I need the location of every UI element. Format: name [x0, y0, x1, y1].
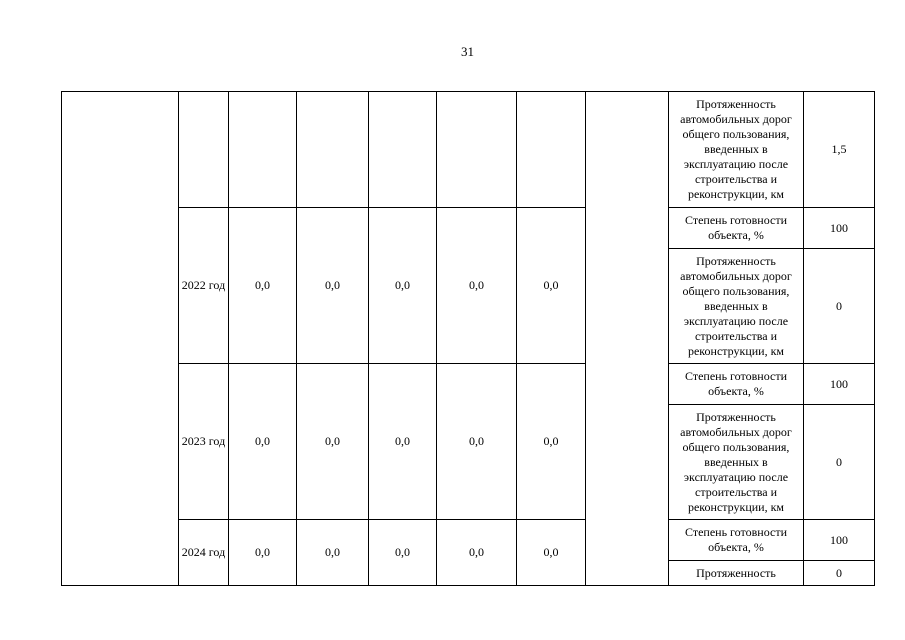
year-cell: 2023 год	[179, 364, 229, 520]
amount-cell: 0,0	[437, 520, 517, 586]
indicator-name: Протяженность автомобильных дорог общего пользования, введенных в эксплуатацию после строительства и реконструкции, км	[669, 92, 804, 208]
indicator-value: 0	[804, 561, 875, 586]
event-name-cell	[62, 92, 179, 586]
table-row	[62, 208, 875, 249]
amount-cell: 0,0	[369, 520, 437, 586]
indicator-value: 0	[804, 249, 875, 364]
amount-cell: 0,0	[229, 208, 297, 364]
amount-cell	[369, 92, 437, 208]
year-cell: 2022 год	[179, 208, 229, 364]
table-row	[62, 520, 875, 561]
amount-cell: 0,0	[517, 208, 586, 364]
indicator-name: Степень готовности объекта, %	[669, 364, 804, 405]
indicator-value: 0	[804, 405, 875, 520]
amount-cell: 0,0	[229, 520, 297, 586]
table-row	[62, 92, 875, 208]
indicator-value: 1,5	[804, 92, 875, 208]
amount-cell	[229, 92, 297, 208]
indicator-name: Протяженность	[669, 561, 804, 586]
indicator-name: Протяженность автомобильных дорог общего пользования, введенных в эксплуатацию после строительства и реконструкции, км	[669, 405, 804, 520]
indicator-value: 100	[804, 208, 875, 249]
amount-cell: 0,0	[517, 520, 586, 586]
indicator-value: 100	[804, 520, 875, 561]
amount-cell: 0,0	[369, 364, 437, 520]
amount-cell	[517, 92, 586, 208]
indicator-name: Протяженность автомобильных дорог общего пользования, введенных в эксплуатацию после строительства и реконструкции, км	[669, 249, 804, 364]
amount-cell	[297, 92, 369, 208]
amount-cell: 0,0	[437, 364, 517, 520]
year-cell: 2024 год	[179, 520, 229, 586]
amount-cell: 0,0	[229, 364, 297, 520]
program-table	[61, 91, 875, 586]
amount-cell	[437, 92, 517, 208]
amount-cell: 0,0	[369, 208, 437, 364]
amount-cell: 0,0	[297, 520, 369, 586]
year-cell	[179, 92, 229, 208]
executor-cell	[586, 92, 669, 586]
amount-cell: 0,0	[297, 208, 369, 364]
indicator-value: 100	[804, 364, 875, 405]
amount-cell: 0,0	[517, 364, 586, 520]
page-number: 31	[461, 44, 474, 59]
amount-cell: 0,0	[437, 208, 517, 364]
indicator-name: Степень готовности объекта, %	[669, 208, 804, 249]
table-row	[62, 364, 875, 405]
indicator-name: Степень готовности объекта, %	[669, 520, 804, 561]
amount-cell: 0,0	[297, 364, 369, 520]
